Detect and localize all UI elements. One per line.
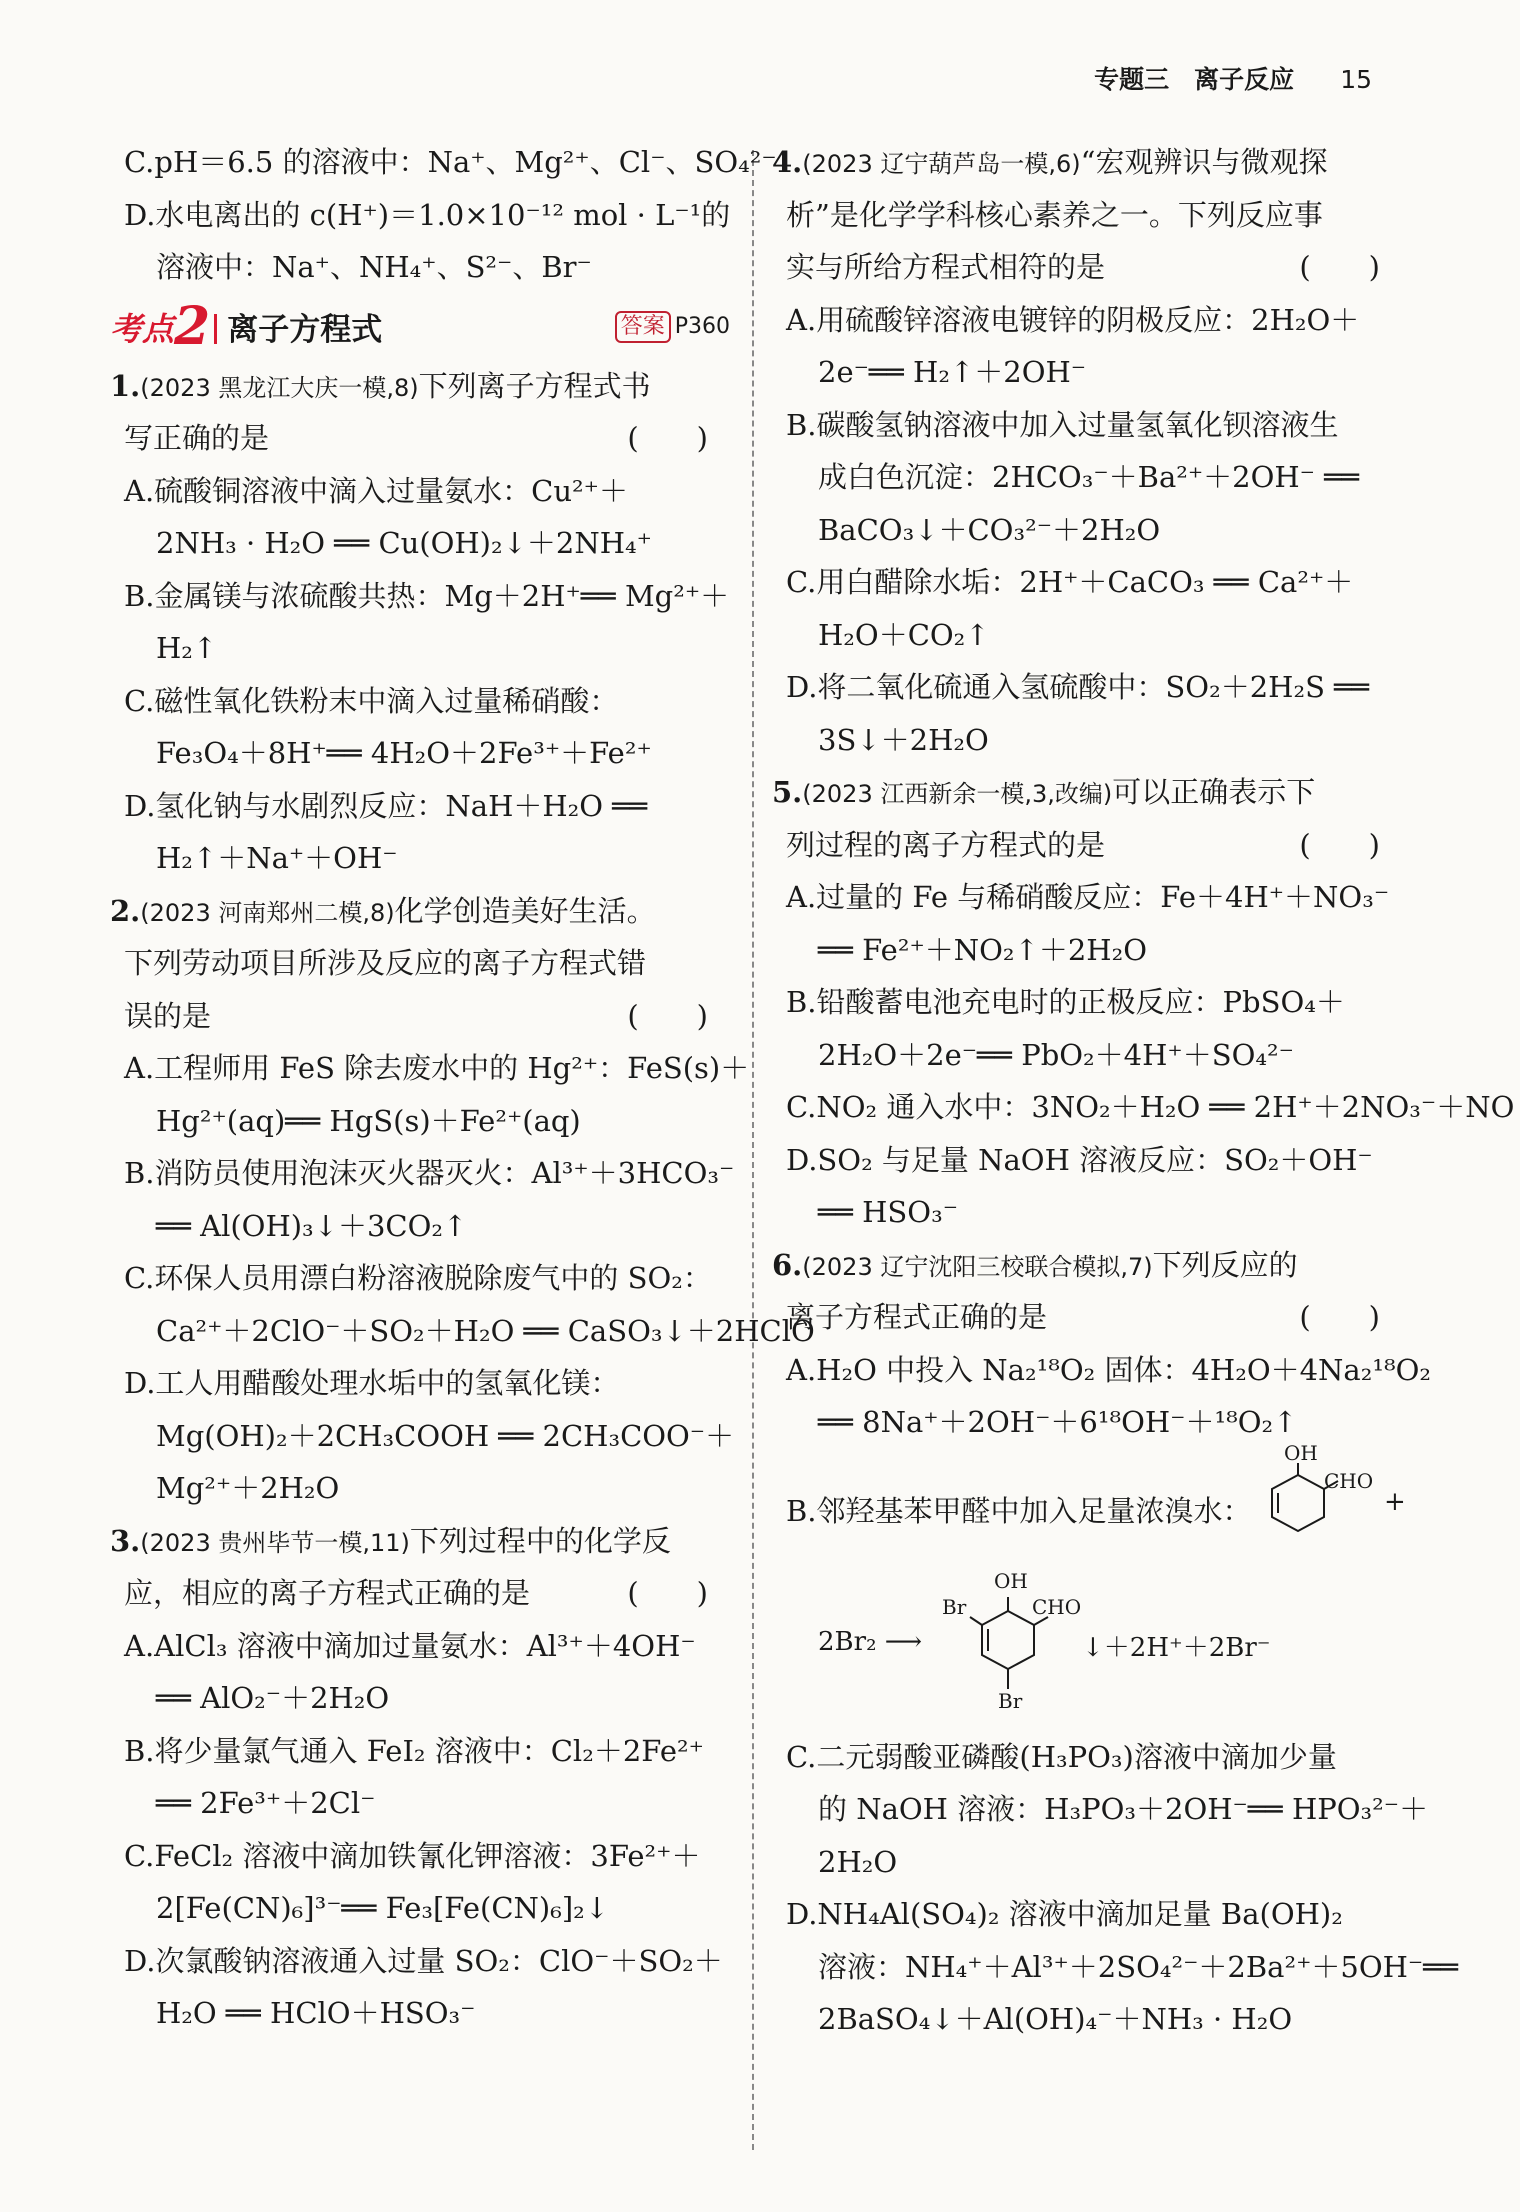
br-label: Br xyxy=(998,1688,1023,1713)
bromine-reagent: 2Br₂ ⟶ xyxy=(818,1626,923,1657)
plus-sign: + xyxy=(1384,1486,1406,1517)
option-a: A.AlCl₃ 溶液中滴加过量氨水：Al³⁺＋4OH⁻ xyxy=(124,1628,696,1663)
answer-ref xyxy=(615,294,730,360)
chapter-title: 专题三 离子反应 xyxy=(1094,65,1295,94)
option-d-cont: ══ HSO₃⁻ xyxy=(818,1195,959,1229)
option-d: D.氢化钠与水剧烈反应：NaH＋H₂O ══ xyxy=(124,788,648,823)
option-c-cont: H₂O＋CO₂↑ xyxy=(818,617,990,652)
question-3 xyxy=(110,1515,730,2040)
question-5 xyxy=(772,766,1515,1239)
answer-page: P360 xyxy=(674,313,730,339)
option-b-cont: ══ 2Fe³⁺＋2Cl⁻ xyxy=(156,1786,376,1820)
option-c: C.NO₂ 通入水中：3NO₂＋H₂O ══ 2H⁺＋2NO₃⁻＋NO xyxy=(786,1090,1515,1124)
option-d-cont: H₂O ══ HClO＋HSO₃⁻ xyxy=(156,1996,476,2030)
question-stem: “宏观辨识与微观探 xyxy=(1080,145,1328,179)
section-heading xyxy=(110,294,730,360)
question-stem: 下列离子方程式书 xyxy=(418,368,651,403)
option-d: D.将二氧化硫通入氢硫酸中：SO₂＋2H₂S ══ xyxy=(786,670,1370,704)
option-b: B.铅酸蓄电池充电时的正极反应：PbSO₄＋ xyxy=(786,985,1345,1019)
question-source: (2023 辽宁葫芦岛一模,6) xyxy=(802,150,1081,178)
answer-blank: ( ) xyxy=(1299,827,1380,862)
option-a: A.工程师用 FeS 除去废水中的 Hg²⁺：FeS(s)＋ xyxy=(124,1051,750,1085)
option-a: A.H₂O 中投入 Na₂¹⁸O₂ 固体：4H₂O＋4Na₂¹⁸O₂ xyxy=(786,1352,1431,1387)
option-a-cont: ══ AlO₂⁻＋2H₂O xyxy=(156,1681,390,1715)
question-source: (2023 河南郑州二模,8) xyxy=(140,898,395,927)
option-d-cont: H₂↑＋Na⁺＋OH⁻ xyxy=(156,841,398,875)
question-stem: 应，相应的离子方程式正确的是 xyxy=(124,1576,531,1610)
br-label: Br xyxy=(942,1594,967,1619)
option-b-cont: BaCO₃↓＋CO₃²⁻＋2H₂O xyxy=(818,512,1161,547)
question-stem: 可以正确表示下 xyxy=(1112,775,1316,809)
question-stem: 实与所给方程式相符的是 xyxy=(786,250,1106,284)
option-c: C.磁性氧化铁粉末中滴入过量稀硝酸： xyxy=(124,683,619,718)
question-source: (2023 贵州毕节一模,11) xyxy=(140,1528,410,1557)
option-b: B.将少量氯气通入 FeI₂ 溶液中：Cl₂＋2Fe²⁺ xyxy=(124,1733,704,1768)
option-b: B.金属镁与浓硫酸共热：Mg＋2H⁺══ Mg²⁺＋ xyxy=(124,578,730,613)
option-c: C.二元弱酸亚磷酸(H₃PO₃)溶液中滴加少量 xyxy=(786,1739,1337,1774)
option-d: D.SO₂ 与足量 NaOH 溶液反应：SO₂＋OH⁻ xyxy=(786,1142,1373,1177)
option-b: B.邻羟基苯甲醛中加入足量浓溴水： xyxy=(786,1493,1252,1528)
answer-tag: 答案 xyxy=(615,311,671,343)
left-column xyxy=(110,136,815,2040)
answer-blank: ( ) xyxy=(627,1576,708,1610)
option-a-cont: ══ 8Na⁺＋2OH⁻＋6¹⁸OH⁻＋¹⁸O₂↑ xyxy=(818,1405,1298,1439)
question-number: 1. xyxy=(110,368,141,403)
option-b-product xyxy=(772,1568,1402,1731)
question-stem: 下列过程中的化学反 xyxy=(409,1523,671,1558)
option-c-cont: 2H₂O xyxy=(818,1844,898,1879)
option-a-cont: 2NH₃ · H₂O ══ Cu(OH)₂↓＋2NH₄⁺ xyxy=(156,526,652,560)
option-d-cont: 2BaSO₄↓＋Al(OH)₄⁻＋NH₃ · H₂O xyxy=(818,2002,1293,2036)
option-d: D.工人用醋酸处理水垢中的氢氧化镁： xyxy=(124,1366,620,1400)
page-header xyxy=(1094,60,1372,96)
section-title: 离子方程式 xyxy=(227,311,383,348)
section-label: 考点 xyxy=(110,309,175,348)
question-stem: 列过程的离子方程式的是 xyxy=(786,827,1106,862)
answer-blank: ( ) xyxy=(1299,250,1380,284)
option-b-block xyxy=(772,1440,1406,1581)
option-d-cont: Mg(OH)₂＋2CH₃COOH ══ 2CH₃COO⁻＋ xyxy=(156,1418,735,1453)
option-line: D.水电离出的 c(H⁺)＝1.0×10⁻¹² mol · L⁻¹的 xyxy=(124,197,731,232)
question-source: (2023 辽宁沈阳三校联合模拟,7) xyxy=(802,1252,1153,1281)
option-b: B.碳酸氢钠溶液中加入过量氢氧化钡溶液生 xyxy=(786,407,1339,442)
product-tail: ↓＋2H⁺＋2Br⁻ xyxy=(1082,1632,1271,1663)
option-a: A.用硫酸锌溶液电镀锌的阴极反应：2H₂O＋ xyxy=(786,302,1360,337)
cho-label: CHO xyxy=(1324,1468,1374,1493)
product-structure xyxy=(932,1568,1082,1738)
question-4 xyxy=(772,136,1402,766)
right-column xyxy=(772,136,1515,2046)
option-c-cont: 的 NaOH 溶液：H₃PO₃＋2OH⁻══ HPO₃²⁻＋ xyxy=(818,1792,1429,1826)
option-a-cont: Hg²⁺(aq)══ HgS(s)＋Fe²⁺(aq) xyxy=(156,1103,581,1138)
question-6 xyxy=(772,1239,1459,2046)
question-source: (2023 黑龙江大庆一模,8) xyxy=(140,373,419,402)
option-b: B.消防员使用泡沫灭火器灭火：Al³⁺＋3HCO₃⁻ xyxy=(124,1156,735,1190)
question-1 xyxy=(110,360,730,885)
question-source: (2023 江西新余一模,3,改编) xyxy=(802,780,1113,808)
question-number: 5. xyxy=(772,775,803,809)
question-number: 4. xyxy=(772,145,803,179)
section-number: 2 xyxy=(174,295,211,357)
option-c: C.环保人员用漂白粉溶液脱除废气中的 SO₂： xyxy=(124,1261,712,1295)
oh-label: OH xyxy=(1284,1440,1318,1465)
option-b-cont: 2H₂O＋2e⁻══ PbO₂＋4H⁺＋SO₄²⁻ xyxy=(818,1037,1294,1072)
oh-label: OH xyxy=(994,1568,1028,1593)
option-d-cont: Mg²⁺＋2H₂O xyxy=(156,1471,340,1505)
option-a: A.硫酸铜溶液中滴入过量氨水：Cu²⁺＋ xyxy=(124,473,628,508)
question-stem: 下列反应的 xyxy=(1152,1247,1298,1282)
option-d: D.NH₄Al(SO₄)₂ 溶液中滴加足量 Ba(OH)₂ xyxy=(786,1897,1343,1931)
salicylaldehyde-structure xyxy=(1242,1440,1374,1556)
option-d-cont: 溶液：NH₄⁺＋Al³⁺＋2SO₄²⁻＋2Ba²⁺＋5OH⁻══ xyxy=(818,1949,1459,1984)
question-number: 6. xyxy=(772,1247,803,1282)
option-d: D.次氯酸钠溶液通入过量 SO₂：ClO⁻＋SO₂＋ xyxy=(124,1943,723,1978)
option-a: A.过量的 Fe 与稀硝酸反应：Fe＋4H⁺＋NO₃⁻ xyxy=(786,880,1390,914)
option-d-cont: 3S↓＋2H₂O xyxy=(818,722,989,757)
column-divider xyxy=(752,150,755,2150)
option-line: 溶液中：Na⁺、NH₄⁺、S²⁻、Br⁻ xyxy=(156,250,592,284)
option-a-cont: ══ Fe²⁺＋NO₂↑＋2H₂O xyxy=(818,932,1147,967)
question-stem: 化学创造美好生活。 xyxy=(394,893,656,928)
answer-blank: ( ) xyxy=(627,421,708,455)
section-bar xyxy=(214,314,217,344)
answer-blank: ( ) xyxy=(1299,1300,1380,1334)
option-b-cont: ══ Al(OH)₃↓＋3CO₂↑ xyxy=(156,1208,468,1243)
option-c-cont: Ca²⁺＋2ClO⁻＋SO₂＋H₂O ══ CaSO₃↓＋2HClO xyxy=(156,1313,815,1348)
option-c-cont: 2[Fe(CN)₆]³⁻══ Fe₃[Fe(CN)₆]₂↓ xyxy=(156,1891,610,1925)
option-b-cont: H₂↑ xyxy=(156,631,218,665)
answer-blank: ( ) xyxy=(627,998,708,1033)
option-a-cont: 2e⁻══ H₂↑＋2OH⁻ xyxy=(818,355,1087,389)
question-stem: 析”是化学学科核心素养之一。下列反应事 xyxy=(786,197,1323,232)
question-2 xyxy=(110,885,815,1515)
option-b-cont: 成白色沉淀：2HCO₃⁻＋Ba²⁺＋2OH⁻ ══ xyxy=(818,460,1360,494)
page-number: 15 xyxy=(1340,65,1372,94)
question-stem: 误的是 xyxy=(124,998,212,1033)
question-stem: 下列劳动项目所涉及反应的离子方程式错 xyxy=(124,946,647,980)
option-c: C.用白醋除水垢：2H⁺＋CaCO₃ ══ Ca²⁺＋ xyxy=(786,565,1354,599)
question-number: 3. xyxy=(110,1523,141,1558)
question-number: 2. xyxy=(110,893,141,928)
question-stem: 写正确的是 xyxy=(124,421,270,455)
option-c: C.FeCl₂ 溶液中滴加铁氰化钾溶液：3Fe²⁺＋ xyxy=(124,1838,701,1873)
question-stem: 离子方程式正确的是 xyxy=(786,1300,1048,1334)
option-c-cont: Fe₃O₄＋8H⁺══ 4H₂O＋2Fe³⁺＋Fe²⁺ xyxy=(156,736,652,770)
option-line: C.pH＝6.5 的溶液中：Na⁺、Mg²⁺、Cl⁻、SO₄²⁻ xyxy=(124,145,777,179)
cho-label: CHO xyxy=(1032,1594,1082,1619)
